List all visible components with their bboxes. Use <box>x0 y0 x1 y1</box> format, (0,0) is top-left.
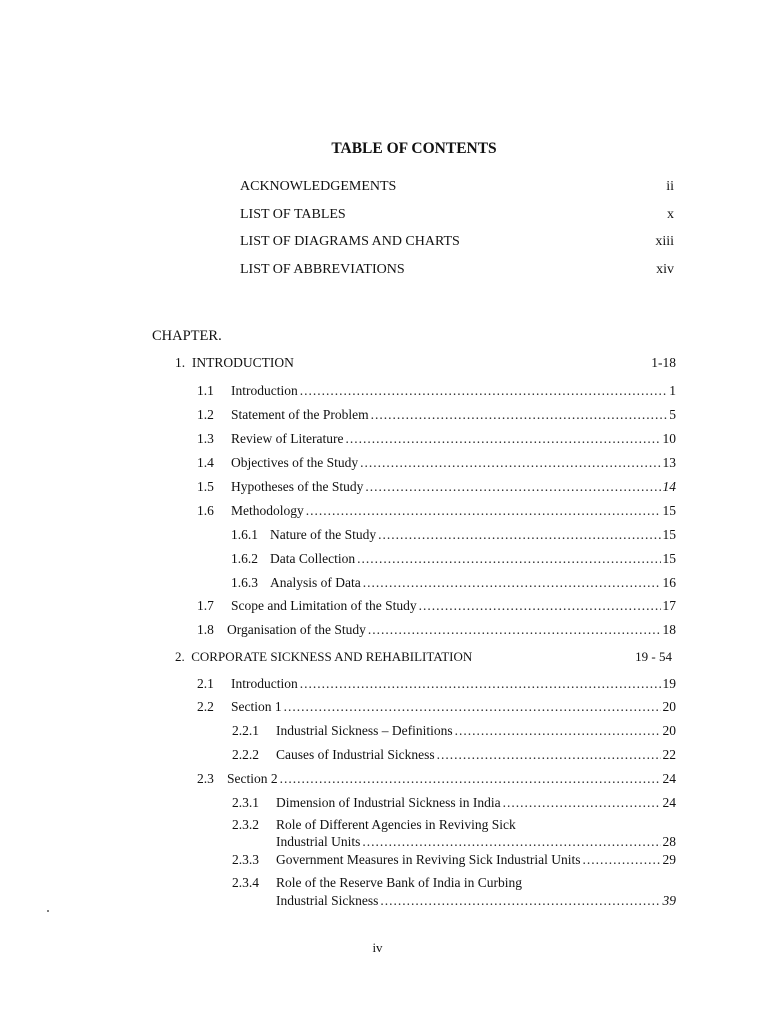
toc-subentry <box>232 723 676 739</box>
section-page: 19 <box>662 676 676 691</box>
leader-dots <box>371 407 668 423</box>
leader-dots <box>306 503 661 519</box>
section-title: Hypotheses of the Study <box>231 479 364 494</box>
section-page: 18 <box>662 622 676 637</box>
chapter-pages: 1-18 <box>651 355 676 370</box>
subsection-number: 1.6.2 <box>231 551 258 566</box>
page-number: iv <box>372 940 383 955</box>
toc-entry <box>197 598 676 614</box>
section-page: 15 <box>662 503 676 518</box>
subsection-number: 1.6.1 <box>231 527 258 542</box>
leader-dots <box>362 834 660 850</box>
leader-dots <box>378 527 660 543</box>
chapter-heading: CHAPTER. <box>152 328 222 344</box>
subsection-title: Nature of the Study <box>270 527 377 542</box>
subsection-number: 2.2.1 <box>232 723 259 738</box>
toc-front-matter-page: x <box>667 207 674 222</box>
section-number: 1.6 <box>197 503 214 518</box>
section-page: 20 <box>662 699 676 714</box>
subsection-page: 39 <box>662 893 676 908</box>
toc-subentry <box>232 852 676 868</box>
leader-dots <box>368 622 661 638</box>
section-title: Scope and Limitation of the Study <box>231 598 417 613</box>
subsection-number: 2.3.1 <box>232 795 259 810</box>
leader-dots <box>357 551 660 567</box>
toc-entry <box>197 622 676 638</box>
section-title: Introduction <box>231 383 298 398</box>
subsection-number: 1.6.3 <box>231 575 258 590</box>
subsection-page: 24 <box>662 795 676 810</box>
subsection-title-line2: Industrial Sickness <box>276 893 379 908</box>
section-number: 1.1 <box>197 383 214 398</box>
leader-dots <box>380 893 660 909</box>
section-number: 1.5 <box>197 479 214 494</box>
toc-entry <box>197 407 676 423</box>
subsection-title-line1: Role of the Reserve Bank of India in Curbing <box>276 875 522 890</box>
toc-subentry <box>231 527 676 543</box>
toc-subentry-continuation <box>276 893 676 909</box>
toc-subentry <box>231 551 676 567</box>
subsection-page: 28 <box>662 834 676 849</box>
subsection-number: 2.3.4 <box>232 875 259 890</box>
section-number: 1.8 <box>197 622 214 637</box>
section-title: Section 2 <box>227 771 278 786</box>
section-page: 24 <box>662 771 676 786</box>
leader-dots <box>363 575 661 591</box>
subsection-title: Data Collection <box>270 551 356 566</box>
chapter-row <box>175 649 676 665</box>
leader-dots <box>437 747 661 763</box>
toc-front-matter-label: LIST OF TABLES <box>240 207 346 222</box>
toc-front-matter-row <box>240 207 674 223</box>
section-number: 1.7 <box>197 598 214 613</box>
section-title: Organisation of the Study <box>227 622 366 637</box>
section-page: 13 <box>662 455 676 470</box>
section-page: 5 <box>669 407 676 422</box>
leader-dots <box>455 723 661 739</box>
section-number: 2.2 <box>197 699 214 714</box>
toc-subentry-continuation <box>276 834 676 850</box>
section-number: 2.1 <box>197 676 214 691</box>
chapter-title: CORPORATE SICKNESS AND REHABILITATION <box>191 649 473 664</box>
toc-entry <box>197 479 676 495</box>
subsection-page: 15 <box>662 551 676 566</box>
section-page: 10 <box>662 431 676 446</box>
toc-front-matter-row <box>240 234 674 250</box>
chapter-row <box>175 355 676 371</box>
scan-speck <box>47 910 49 912</box>
leader-dots <box>365 479 660 495</box>
section-title: Section 1 <box>231 699 282 714</box>
leader-dots <box>360 455 660 471</box>
toc-front-matter-row <box>240 262 674 278</box>
subsection-title: Causes of Industrial Sickness <box>276 747 435 762</box>
toc-front-matter-label: LIST OF ABBREVIATIONS <box>240 262 405 277</box>
section-title: Statement of the Problem <box>231 407 369 422</box>
toc-front-matter-page: ii <box>666 179 674 194</box>
subsection-title: Industrial Sickness – Definitions <box>276 723 453 738</box>
leader-dots <box>582 852 660 868</box>
subsection-title: Analysis of Data <box>270 575 361 590</box>
leader-dots <box>503 795 661 811</box>
toc-entry <box>197 383 676 399</box>
section-number: 1.4 <box>197 455 214 470</box>
subsection-title: Government Measures in Reviving Sick Industrial Units <box>276 852 581 867</box>
toc-entry <box>197 455 676 471</box>
subsection-page: 16 <box>662 575 676 590</box>
subsection-title-line2: Industrial Units <box>276 834 361 849</box>
section-title: Introduction <box>231 676 298 691</box>
section-page: 14 <box>662 479 676 494</box>
leader-dots <box>300 383 668 399</box>
section-title: Objectives of the Study <box>231 455 359 470</box>
leader-dots <box>284 699 661 715</box>
leader-dots <box>419 598 661 614</box>
chapter-title: INTRODUCTION <box>191 355 294 370</box>
toc-front-matter-label: ACKNOWLEDGEMENTS <box>240 179 397 194</box>
section-title: Methodology <box>231 503 304 518</box>
leader-dots <box>345 431 660 447</box>
subsection-title-line1: Role of Different Agencies in Reviving Sick <box>276 817 516 832</box>
toc-subentry <box>231 575 676 591</box>
toc-entry <box>197 676 676 692</box>
section-number: 2.3 <box>197 771 214 786</box>
section-page: 17 <box>662 598 676 613</box>
toc-front-matter-label: LIST OF DIAGRAMS AND CHARTS <box>240 234 460 249</box>
toc-front-matter-row <box>240 179 674 195</box>
subsection-page: 29 <box>662 852 676 867</box>
subsection-number: 2.3.2 <box>232 817 259 832</box>
section-number: 1.3 <box>197 431 214 446</box>
section-page: 1 <box>669 383 676 398</box>
toc-front-matter-page: xiv <box>656 262 674 277</box>
chapter-pages: 19 - 54 <box>635 649 672 664</box>
section-number: 1.2 <box>197 407 214 422</box>
leader-dots <box>280 771 661 787</box>
toc-subentry <box>232 747 676 763</box>
section-title: Review of Literature <box>231 431 344 446</box>
subsection-title: Dimension of Industrial Sickness in India <box>276 795 501 810</box>
chapter-number: 1. <box>175 355 186 370</box>
subsection-page: 15 <box>662 527 676 542</box>
toc-entry <box>197 771 676 787</box>
toc-title: TABLE OF CONTENTS <box>331 140 497 157</box>
subsection-page: 20 <box>662 723 676 738</box>
leader-dots <box>300 676 661 692</box>
toc-entry <box>197 699 676 715</box>
toc-subentry <box>232 795 676 811</box>
toc-entry <box>197 431 676 447</box>
toc-front-matter-page: xiii <box>655 234 674 249</box>
subsection-number: 2.3.3 <box>232 852 259 867</box>
subsection-number: 2.2.2 <box>232 747 259 762</box>
subsection-page: 22 <box>662 747 676 762</box>
toc-entry <box>197 503 676 519</box>
chapter-number: 2. <box>175 649 185 664</box>
